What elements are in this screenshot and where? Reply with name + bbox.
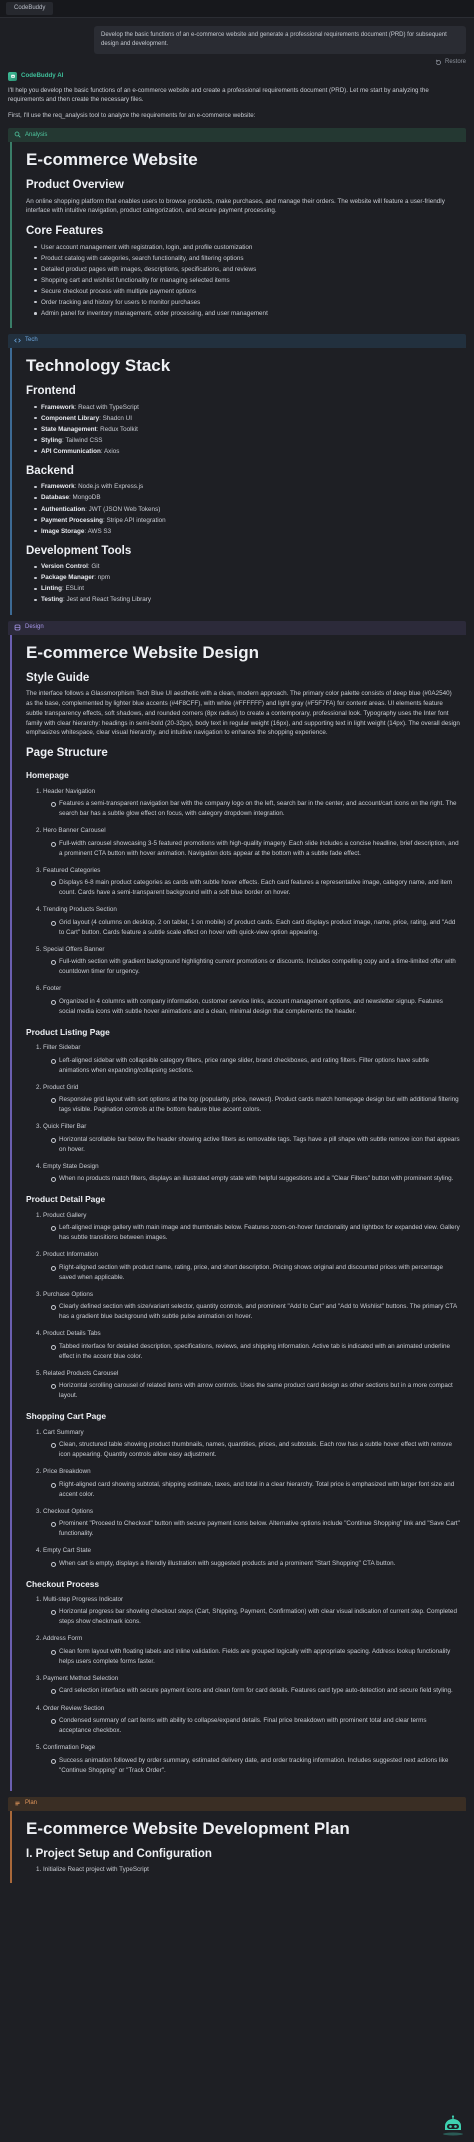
tech-item-value: MongoDB: [72, 494, 101, 502]
feature-item: Secure checkout process with multiple payment options: [32, 287, 460, 296]
tech-item-key: Linting: [41, 585, 62, 593]
page-item-desc: Condensed summary of cart items with ability to collapse/expand details. Final price breakdown with prominent total and clear terms acceptance checkbox.: [50, 1716, 460, 1736]
plan-header[interactable]: [8, 1797, 466, 1811]
page-item: [36, 1674, 460, 1697]
tech-item: [32, 414, 460, 423]
tech-item: [32, 425, 460, 434]
tech-item-value: React with TypeScript: [78, 403, 139, 411]
tech-item-sep: :: [85, 505, 89, 513]
page-item-title: 2. Address Form: [36, 1635, 83, 1643]
feature-item: Product catalog with categories, search functionality, and filtering options: [32, 254, 460, 263]
page-item: [36, 1467, 460, 1500]
plan-label: Plan: [25, 1800, 38, 1807]
page-item: [36, 1250, 460, 1283]
page-item-title: 3. Payment Method Selection: [36, 1675, 119, 1683]
feature-item: Shopping cart and wishlist functionality for managing selected items: [32, 276, 460, 285]
tech-header[interactable]: [8, 334, 466, 348]
feature-item: Detailed product pages with images, descriptions, specifications, and reviews: [32, 265, 460, 274]
restore-icon: [435, 59, 442, 66]
page-item: [36, 945, 460, 978]
page-item-list: [26, 1211, 460, 1402]
page-heading: Checkout Process: [26, 1578, 100, 1589]
page-item: [36, 1546, 460, 1569]
tech-item-value: Tailwind CSS: [65, 436, 103, 444]
tech-label: Tech: [25, 337, 38, 344]
style-heading: Style Guide: [26, 671, 90, 684]
tech-item-sep: :: [96, 425, 101, 433]
page-item: [36, 1743, 460, 1776]
tech-item-sep: :: [61, 585, 66, 593]
feature-item: User account management with registration, login, and profile customization: [32, 243, 460, 252]
page-item-title: 1. Multi-step Progress Indicator: [36, 1595, 124, 1603]
page-item-desc: Horizontal scrolling carousel of related items with arrow controls. Uses the same product card design as other sections but in a more compact layout.: [50, 1381, 460, 1401]
list-icon: [14, 1800, 21, 1807]
tech-group-heading: Development Tools: [26, 545, 132, 558]
page-item-title: 5. Related Products Carousel: [36, 1369, 119, 1377]
page-item-title: 5. Confirmation Page: [36, 1744, 96, 1752]
page-item-title: 4. Empty State Design: [36, 1162, 99, 1170]
plan-section: [8, 1797, 466, 1883]
page-item-desc: Full-width carousel showcasing 3-5 featured promotions with high-quality imagery. Each slide includes a concise headline, brief description, and a prominent CTA button with hover animation. Navigation dots appear at the bottom with a subtle fade effect.: [50, 839, 460, 859]
tech-item-sep: :: [62, 596, 67, 604]
tech-item: [32, 447, 460, 456]
page-item-title: 4. Product Details Tabs: [36, 1330, 101, 1338]
tech-item-key: Database: [41, 494, 70, 502]
page-item-title: 4. Order Review Section: [36, 1704, 105, 1712]
page-item-title: 2. Price Breakdown: [36, 1468, 91, 1476]
analysis-title: E-commerce Website: [26, 149, 198, 169]
page-item: [36, 1369, 460, 1402]
design-title: E-commerce Website Design: [26, 642, 260, 662]
tech-item-value: Redux Toolkit: [100, 425, 138, 433]
tech-item-sep: :: [102, 516, 107, 524]
tech-item-value: Node.js with Express.js: [78, 483, 144, 491]
page-item-list: [26, 1043, 460, 1184]
ai-tool-note: First, I'll use the req_analysis tool to analyze the requirements for an e-commerce website:: [8, 111, 256, 119]
page-item: [36, 1043, 460, 1076]
analysis-label: Analysis: [25, 131, 48, 138]
tech-item: [32, 505, 460, 514]
page-item-desc: When no products match filters, displays an illustrated empty state with helpful suggestions and a "Clear Filters" button with prominent styling.: [50, 1174, 460, 1184]
page-item: [36, 1290, 460, 1323]
page-item-title: 1. Cart Summary: [36, 1428, 84, 1436]
tech-item: [32, 493, 460, 502]
page-item: [36, 1329, 460, 1362]
page-item: [36, 1162, 460, 1185]
page-item: [36, 1507, 460, 1540]
page-item-title: 6. Footer: [36, 985, 62, 993]
tech-item: [32, 595, 460, 604]
page-item-desc: Card selection interface with secure payment icons and clean form for card details. Features card type auto-detection and secure field styling.: [50, 1686, 460, 1696]
tech-item-key: State Management: [41, 425, 97, 433]
tech-item-key: Testing: [41, 596, 63, 604]
page-item-title: 3. Checkout Options: [36, 1507, 94, 1515]
tech-item: [32, 562, 460, 571]
tech-body: [10, 348, 466, 615]
page-item-desc: Grid layout (4 columns on desktop, 2 on tablet, 1 on mobile) of product cards. Each card displays product image, name, price, rating, and "Add to Cart" button. Cards feature a subtle scale effect on hover with quick-view option appearing.: [50, 918, 460, 938]
tech-item-sep: :: [99, 414, 103, 422]
page-item-title: 5. Special Offers Banner: [36, 945, 105, 953]
feature-item: Admin panel for inventory management, order processing, and user management: [32, 309, 460, 318]
tech-item-sep: :: [74, 403, 79, 411]
page-item-desc: Horizontal scrollable bar below the header showing active filters as removable tags. Tags have a pill shape with subtle remove icon that appears on hover.: [50, 1135, 460, 1155]
page-item-desc: Right-aligned card showing subtotal, shipping estimate, taxes, and total in a clear hierarchy. Total price is emphasized with larger font size and accent color.: [50, 1480, 460, 1500]
page-item-title: 2. Product Grid: [36, 1083, 79, 1091]
tech-item-value: npm: [97, 574, 110, 582]
page-item: [36, 1634, 460, 1667]
style-text: The interface follows a Glassmorphism Tech Blue UI aesthetic with a clean, modern approach. The primary color palette consists of deep blue (#0A2540) as the base, complemented by lighter blue accents (#4F8CFF), with white (#FFFFFF) and light gray (#F5F7FA) for content areas. UI elements feature subtle transparency effects, soft shadows, and rounded corners (8px radius) to create a contemporary, professional look. Typography uses the Inter font family with clear hierarchy: headings in semi-bold (20-32px), body text in regular weight (16px), and supporting text in light weight (14px). The overall design emphasizes whitespace, clear visual hierarchy, and intuitive navigation to enhance the shopping experience.: [26, 690, 460, 737]
tech-item-key: Component Library: [41, 414, 100, 422]
ai-logo-icon: [8, 72, 17, 81]
tech-item: [32, 527, 460, 536]
tech-item-sep: :: [94, 574, 98, 582]
ai-intro: I'll help you develop the basic functions of an e-commerce website and create a professional requirements document (PRD). Let me start by analyzing the requirements and then create the necessary files.: [8, 87, 429, 104]
tech-item-key: Image Storage: [41, 527, 85, 535]
page-item-desc: Clearly defined section with size/variant selector, quantity controls, and prominent "Add to Cart" and "Add to Wishlist" buttons. The primary CTA has a gradient blue background with subtle pulse animation on hover.: [50, 1302, 460, 1322]
overview-heading: Product Overview: [26, 179, 124, 192]
page-item: [36, 1595, 460, 1628]
page-item-desc: Horizontal progress bar showing checkout steps (Cart, Shipping, Payment, Confirmation) with clear visual indication of current step. Completed steps show checkmark icons.: [50, 1607, 460, 1627]
design-label: Design: [25, 624, 44, 631]
page-heading: Shopping Cart Page: [26, 1411, 107, 1422]
tech-item-key: Styling: [41, 436, 62, 444]
tech-item-key: Framework: [41, 403, 75, 411]
page-item: [36, 905, 460, 938]
page-item-desc: Clean, structured table showing product thumbnails, names, quantities, prices, and subtotals. Each row has a subtle hover effect with remove icon appearing. Quantity controls allow easy adjustment.: [50, 1440, 460, 1460]
page-item: [36, 787, 460, 820]
page-item-desc: Tabbed interface for detailed description, specifications, reviews, and shipping information. Active tab is indicated with an animated underline effect in the accent blue color.: [50, 1342, 460, 1362]
page-item-title: 2. Product Information: [36, 1251, 98, 1259]
tech-item-sep: :: [87, 563, 92, 571]
tech-item: [32, 436, 460, 445]
tech-item-key: Version Control: [41, 563, 88, 571]
tech-title: Technology Stack: [26, 355, 171, 375]
tech-item-value: ESLint: [65, 585, 85, 593]
page-item-title: 4. Empty Cart State: [36, 1547, 91, 1555]
tech-item-key: API Communication: [41, 447, 101, 455]
plan-body: [10, 1811, 466, 1883]
tech-item-value: JWT (JSON Web Tokens): [88, 505, 161, 513]
palette-icon: [14, 624, 21, 631]
tech-item-value: Git: [91, 563, 100, 571]
page-item-desc: Full-width section with gradient background highlighting current promotions or discounts. Includes compelling copy and a time-limited offer with countdown timer for urgency.: [50, 957, 460, 977]
analysis-section: [8, 128, 466, 328]
design-header[interactable]: [8, 621, 466, 635]
tech-item-sep: :: [74, 483, 79, 491]
top-bar: [0, 0, 474, 18]
tech-item-sep: :: [69, 494, 73, 502]
page-heading: Homepage: [26, 770, 69, 781]
tech-group-heading: Frontend: [26, 385, 76, 398]
page-item-list: [26, 1595, 460, 1776]
plan-heading: I. Project Setup and Configuration: [26, 1848, 212, 1861]
pages-container: [26, 769, 460, 1775]
tech-item-value: Shadcn UI: [102, 414, 132, 422]
page-item-title: 2. Hero Banner Carousel: [36, 827, 106, 835]
page-item: [36, 984, 460, 1017]
tech-item-key: Framework: [41, 483, 75, 491]
page-item-desc: Left-aligned sidebar with collapsible category filters, price range slider, brand checkboxes, and rating filters. Filter options have subtle animations when expanding/collapsing sections.: [50, 1056, 460, 1076]
restore-row: [0, 54, 474, 68]
plan-title: E-commerce Website Development Plan: [26, 1818, 350, 1838]
page-heading: Product Listing Page: [26, 1026, 110, 1037]
page-item-desc: Organized in 4 columns with company information, customer service links, account management options, and newsletter signup. Features social media icons with subtle hover animations and a clean, minimal design that complements the header.: [50, 997, 460, 1017]
tech-item: [32, 403, 460, 412]
page-item: [36, 826, 460, 859]
ai-header: [0, 68, 474, 82]
tech-group-list: [26, 562, 460, 605]
ai-name: CodeBuddy AI: [21, 71, 64, 79]
page-heading: Product Detail Page: [26, 1194, 106, 1205]
design-section: [8, 621, 466, 1791]
tech-item-sep: :: [62, 436, 66, 444]
tech-item-value: Stripe API integration: [106, 516, 166, 524]
page-item-list: [26, 787, 460, 1017]
tech-item: [32, 584, 460, 593]
page-item-desc: Displays 6-8 main product categories as cards with subtle hover effects. Each card features a representative image, category name, and item count. Cards have a semi-transparent background with a soft blue border on hover.: [50, 878, 460, 898]
page-item-list: [26, 1428, 460, 1569]
tech-item: [32, 573, 460, 582]
tech-item-key: Authentication: [41, 505, 86, 513]
tech-section: [8, 334, 466, 615]
tech-group-list: [26, 403, 460, 457]
analysis-header[interactable]: [8, 128, 466, 142]
tech-item: [32, 482, 460, 491]
plan-items: [26, 1865, 460, 1874]
tech-item-sep: :: [100, 447, 104, 455]
page-item-title: 1. Filter Sidebar: [36, 1044, 81, 1052]
page-item: [36, 1083, 460, 1116]
tech-item-value: Axios: [103, 447, 120, 455]
page-item-desc: Left-aligned image gallery with main image and thumbnails below. Features zoom-on-hover functionality and lightbox for expanded view. Gallery has subtle transitions between images.: [50, 1223, 460, 1243]
page-item-title: 3. Quick Filter Bar: [36, 1123, 87, 1131]
page-item: [36, 866, 460, 899]
page-item-title: 3. Featured Categories: [36, 866, 101, 874]
features-heading: Core Features: [26, 225, 104, 238]
plan-item: 1. Initialize React project with TypeScript: [36, 1866, 149, 1874]
tech-item-key: Payment Processing: [41, 516, 103, 524]
tech-item: [32, 516, 460, 525]
page-item: [36, 1428, 460, 1461]
overview-text: An online shopping platform that enables users to browse products, make purchases, and manage their orders. The website will feature a user-friendly interface with intuitive navigation, product categorization, and secure payment processing.: [26, 197, 445, 215]
feature-item: Order tracking and history for users to monitor purchases: [32, 298, 460, 307]
structure-heading: Page Structure: [26, 747, 108, 760]
features-list: [26, 243, 460, 319]
page-item-title: 1. Header Navigation: [36, 787, 96, 795]
page-item-desc: Prominent "Proceed to Checkout" button with secure payment icons below. Alternative options include "Continue Shopping" link and "Save Cart" functionality.: [50, 1519, 460, 1539]
tech-group-list: [26, 482, 460, 536]
page-item-desc: Success animation followed by order summary, estimated delivery date, and order tracking information. Includes suggested next actions like "Continue Shopping" or "Track Order".: [50, 1756, 460, 1776]
search-icon: [14, 131, 21, 138]
page-item: [36, 1122, 460, 1155]
page-item-title: 3. Purchase Options: [36, 1290, 94, 1298]
restore-button[interactable]: [435, 58, 466, 67]
page-item-title: 1. Product Gallery: [36, 1211, 87, 1219]
tech-group-heading: Backend: [26, 465, 74, 478]
user-message: Develop the basic functions of an e-commerce website and generate a professional requirements document (PRD) for subsequent design and development.: [94, 26, 466, 54]
page-item-desc: When cart is empty, displays a friendly illustration with suggested products and a prominent "Start Shopping" CTA button.: [50, 1559, 460, 1569]
page-item: [36, 1704, 460, 1737]
tech-item-value: Jest and React Testing Library: [66, 596, 152, 604]
page-item-desc: Right-aligned section with product name, rating, price, and short description. Pricing shows original and discounted prices with percentage saved when applicable.: [50, 1263, 460, 1283]
page-item-desc: Clean form layout with floating labels and inline validation. Fields are grouped logically with appropriate spacing. Address lookup functionality helps users complete forms faster.: [50, 1647, 460, 1667]
restore-label: Restore: [444, 59, 466, 66]
tech-item-value: AWS S3: [87, 527, 112, 535]
app-tab[interactable]: CodeBuddy: [6, 2, 53, 15]
analysis-body: [10, 142, 466, 328]
design-body: [10, 635, 466, 1791]
page-item: [36, 1211, 460, 1244]
tech-item-key: Package Manager: [41, 574, 95, 582]
page-item-title: 4. Trending Products Section: [36, 906, 117, 914]
assistant-mascot-icon[interactable]: [440, 2114, 466, 2136]
tech-item-sep: :: [84, 527, 88, 535]
page-item-desc: Features a semi-transparent navigation bar with the company logo on the left, search bar in the center, and account/cart icons on the right. The search bar has a subtle glow effect on focus, with category dropdown integration.: [50, 799, 460, 819]
page-item-desc: Responsive grid layout with sort options at the top (popularity, price, newest). Product cards match homepage design but with additional filtering tags visible. Pagination controls at the bottom feature blue accent colors.: [50, 1095, 460, 1115]
code-icon: [14, 337, 21, 344]
